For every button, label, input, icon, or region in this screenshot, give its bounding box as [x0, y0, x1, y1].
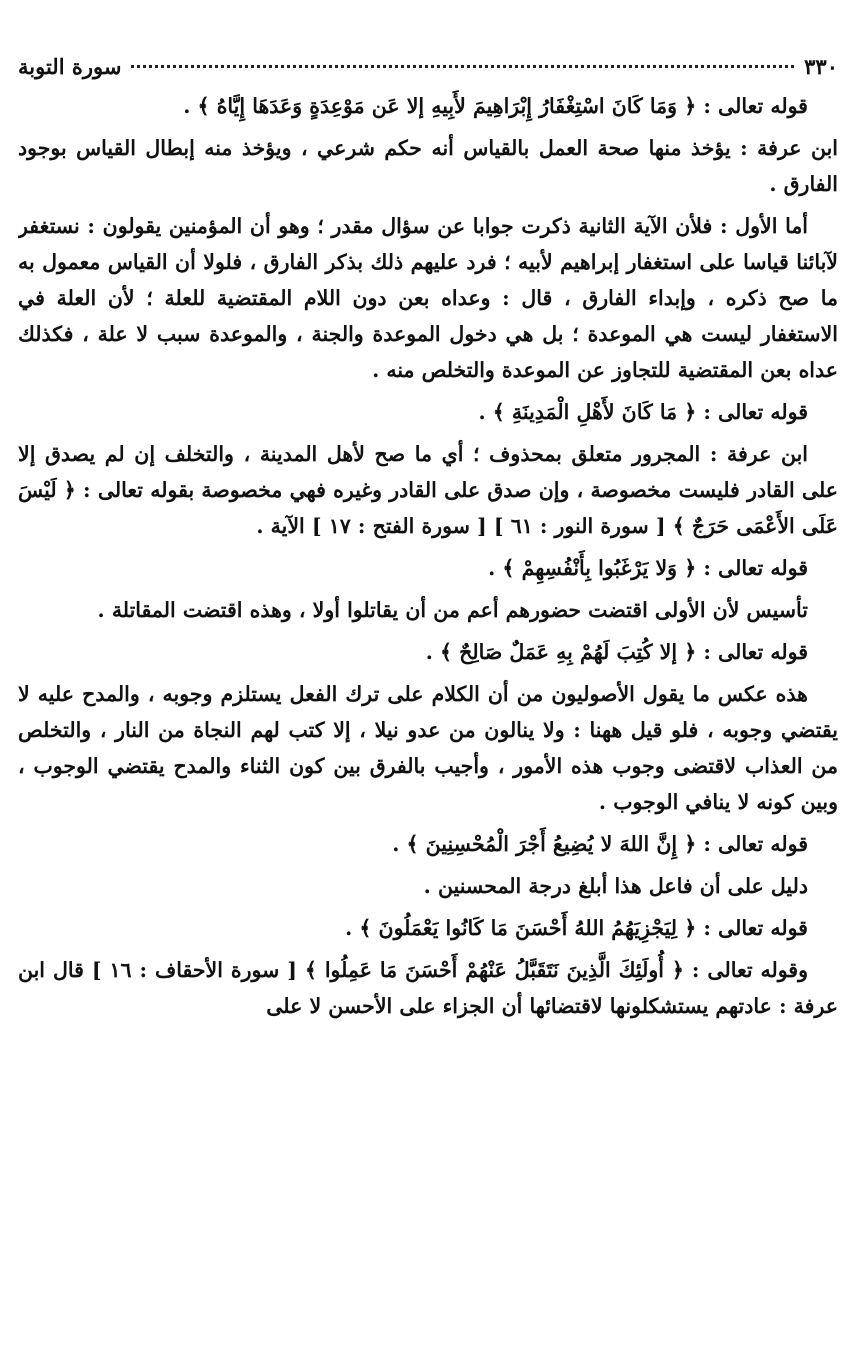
- paragraph: قوله تعالى : ﴿ مَا كَانَ لأَهْلِ الْمَدِينَةِ ﴾ .: [478, 400, 808, 424]
- paragraph: أما الأول : فلأن الآية الثانية ذكرت جوابا عن سؤال مقدر ؛ وهو أن المؤمنين يقولون : نستغفر لآبائنا قياسا على استغفار إبراهيم لأبيه ؛ فرد عليهم ذلك بذكر الفارق ، فلولا أن القياس معمول به ما صح ذكره ، وإبداء الفارق ، قال : وعداه بعن دون اللام المقتضية للعلة ؛ لأن العلة في الاستغفار ليست هي الموعدة ؛ بل هي دخول الموعدة والجنة ، والموعدة سبب لا علة ، فكذلك عداه بعن المقتضية للتجاوز عن الموعدة والتخلص منه .: [18, 214, 838, 382]
- paragraph: دليل على أن فاعل هذا أبلغ درجة المحسنين .: [423, 874, 808, 898]
- paragraph: قوله تعالى : ﴿ وَلا يَرْغَبُوا بِأَنْفُسِهِمْ ﴾ .: [488, 556, 808, 580]
- running-title: سورة التوبة: [18, 54, 122, 79]
- document-page: [18, 54, 838, 1364]
- paragraph: تأسيس لأن الأولى اقتضت حضورهم أعم من أن يقاتلوا أولا ، وهذه اقتضت المقاتلة .: [97, 598, 808, 622]
- paragraph: ابن عرفة : يؤخذ منها صحة العمل بالقياس أنه حكم شرعي ، ويؤخذ منه إبطال القياس بوجود الفارق .: [18, 136, 838, 196]
- page-number: ٣٣٠: [804, 54, 838, 79]
- paragraph: قوله تعالى : ﴿ وَمَا كَانَ اسْتِغْفَارُ إِبْرَاهِيمَ لأَبِيهِ إلا عَن مَوْعِدَةٍ وَعَدَهَا إِيَّاهُ ﴾ .: [183, 94, 808, 118]
- paragraph: قوله تعالى : ﴿ إِنَّ اللهَ لا يُضِيعُ أَجْرَ الْمُحْسِنِينَ ﴾ .: [392, 832, 808, 856]
- header-dotted-leader: [131, 65, 794, 68]
- paragraph: قوله تعالى : ﴿ إلا كُتِبَ لَهُمْ بِهِ عَمَلٌ صَالِحٌ ﴾ .: [425, 640, 808, 664]
- paragraph: هذه عكس ما يقول الأصوليون من أن الكلام على ترك الفعل يستلزم وجوبه ، والمدح عليه لا يقتضي وجوبه ، فلو قيل ههنا : ولا ينالون من عدو نيلا ، إلا كتب لهم النجاة من النار ، والتخلص من العذاب لاقتضى وجوب هذه الأمور ، وأجيب بالفرق بين كون الثناء والمدح يقتضي الوجوب ، وبين كونه لا ينافي الوجوب .: [18, 682, 838, 814]
- paragraph: ابن عرفة : المجرور متعلق بمحذوف ؛ أي ما صح لأهل المدينة ، والتخلف إن لم يصدق إلا على القادر فليست مخصوصة ، وإن صدق على القادر وغيره فهي مخصوصة بقوله تعالى : ﴿ لَيْسَ عَلَى الأَعْمَى حَرَجٌ ﴾ [ سورة النور : ٦١ ] [ سورة الفتح : ١٧ ] الآية .: [18, 442, 838, 538]
- paragraph: قوله تعالى : ﴿ لِيَجْزِيَهُمُ اللهُ أَحْسَنَ مَا كَانُوا يَعْمَلُونَ ﴾ .: [345, 916, 808, 940]
- body-text: [18, 88, 838, 1024]
- page-header: [18, 54, 838, 88]
- paragraph: وقوله تعالى : ﴿ أُولَئِكَ الَّذِينَ نَتَقَبَّلُ عَنْهُمْ أَحْسَنَ مَا عَمِلُوا ﴾ [ سورة الأحقاف : ١٦ ] قال ابن عرفة : عادتهم يستشكلونها لاقتضائها أن الجزاء على الأحسن لا على: [18, 958, 838, 1018]
